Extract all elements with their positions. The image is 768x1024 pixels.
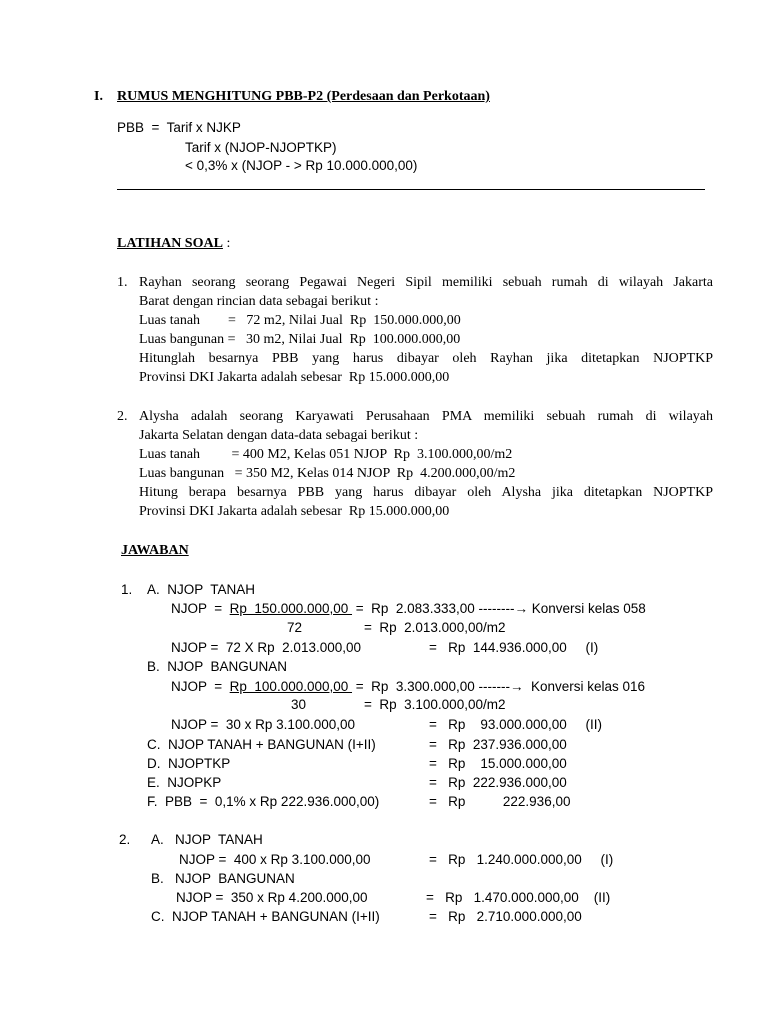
horizontal-rule xyxy=(117,189,705,190)
latihan-heading xyxy=(117,236,230,252)
fraction-numerator: Rp 100.000.000,00 xyxy=(229,679,353,694)
jawaban-2-b-label: B. NJOP BANGUNAN xyxy=(151,871,295,886)
njop-prefix: NJOP = xyxy=(171,679,230,694)
soal-1-luas-bangunan: Luas bangunan = 30 m2, Nilai Jual Rp 100.000.000,00 xyxy=(139,332,461,347)
jawaban-2-a-label: A. NJOP TANAH xyxy=(151,832,263,847)
konversi-kelas: Konversi kelas 016 xyxy=(523,679,646,694)
jawaban-1-b-rate: = Rp 3.100.000,00/m2 xyxy=(364,697,506,712)
latihan-colon: : xyxy=(222,236,231,251)
jawaban-1-a-total: = Rp 144.936.000,00 (I) xyxy=(429,640,599,655)
jawaban-1-b-total: = Rp 93.000.000,00 (II) xyxy=(429,717,602,732)
jawaban-2-c-label: C. NJOP TANAH + BANGUNAN (I+II) xyxy=(151,909,380,924)
soal-2-number: 2. xyxy=(117,409,128,424)
arrow-right-icon: → xyxy=(514,601,528,616)
jawaban-1-b-label: B. NJOP BANGUNAN xyxy=(147,659,288,674)
soal-1-luas-tanah: Luas tanah = 72 m2, Nilai Jual Rp 150.000.000,00 xyxy=(139,313,461,328)
jawaban-1-d-label: D. NJOPTKP xyxy=(147,756,231,771)
formula-line-2: Tarif x (NJOP-NJOPTKP) xyxy=(185,140,337,155)
jawaban-1-c-value: = Rp 237.936.000,00 xyxy=(429,737,567,752)
jawaban-1-number: 1. xyxy=(121,582,133,597)
jawaban-1-a-label: A. NJOP TANAH xyxy=(147,582,256,597)
njop-prefix: NJOP = xyxy=(171,601,230,616)
jawaban-2-a-calc: NJOP = 400 x Rp 3.100.000,00 xyxy=(179,852,371,867)
latihan-title: LATIHAN SOAL xyxy=(117,236,223,251)
jawaban-2-number: 2. xyxy=(119,832,131,847)
section-number: I. xyxy=(94,89,103,104)
jawaban-1-b-denominator: 30 xyxy=(291,697,307,712)
jawaban-1-b-calc: NJOP = 30 x Rp 3.100.000,00 xyxy=(171,717,355,732)
fraction-result: = Rp 3.300.000,00 ------- xyxy=(352,679,510,694)
soal-1-number: 1. xyxy=(117,275,128,290)
jawaban-1-a-rate: = Rp 2.013.000,00/m2 xyxy=(364,620,506,635)
soal-2-luas-tanah: Luas tanah = 400 M2, Kelas 051 NJOP Rp 3.100.000,00/m2 xyxy=(139,447,513,462)
jawaban-1-e-value: = Rp 222.936.000,00 xyxy=(429,775,567,790)
jawaban-2-c-value: = Rp 2.710.000.000,00 xyxy=(429,909,582,924)
jawaban-1-f-value: = Rp 222.936,00 xyxy=(429,794,571,809)
soal-1-line-1: Rayhan seorang seorang Pegawai Negeri Sipil memiliki sebuah rumah di wilayah Jakarta xyxy=(139,275,713,290)
soal-1-line-5: Hitunglah besarnya PBB yang harus dibayar oleh Rayhan jika ditetapkan NJOPTKP xyxy=(139,351,713,366)
section-title: RUMUS MENGHITUNG PBB-P2 (Perdesaan dan Perkotaan) xyxy=(117,89,490,104)
jawaban-1-d-value: = Rp 15.000.000,00 xyxy=(429,756,567,771)
jawaban-1-a-calc: NJOP = 72 X Rp 2.013.000,00 xyxy=(171,640,362,655)
soal-1-line-2: Barat dengan rincian data sebagai berikut : xyxy=(139,294,379,309)
jawaban-2-a-total: = Rp 1.240.000.000,00 (I) xyxy=(429,852,614,867)
formula-line-3: < 0,3% x (NJOP - > Rp 10.000.000,00) xyxy=(185,158,418,173)
fraction-numerator: Rp 150.000.000,00 xyxy=(229,601,353,616)
soal-2-line-6: Provinsi DKI Jakarta adalah sebesar Rp 15.000.000,00 xyxy=(139,504,450,519)
soal-2-luas-bangunan: Luas bangunan = 350 M2, Kelas 014 NJOP Rp 4.200.000,00/m2 xyxy=(139,466,516,481)
jawaban-2-b-total: = Rp 1.470.000.000,00 (II) xyxy=(426,890,611,905)
arrow-right-icon: → xyxy=(509,679,524,694)
jawaban-title: JAWABAN xyxy=(121,543,189,558)
formula-line-1: PBB = Tarif x NJKP xyxy=(117,120,241,135)
soal-2-line-5: Hitung berapa besarnya PBB yang harus dibayar oleh Alysha jika ditetapkan NJOPTKP xyxy=(139,485,713,500)
jawaban-1-f-label: F. PBB = 0,1% x Rp 222.936.000,00) xyxy=(147,794,380,809)
jawaban-1-b-njop-line xyxy=(171,679,645,695)
soal-1-line-6: Provinsi DKI Jakarta adalah sebesar Rp 15.000.000,00 xyxy=(139,370,450,385)
soal-2-line-1: Alysha adalah seorang Karyawati Perusahaan PMA memiliki sebuah rumah di wilayah xyxy=(139,409,713,424)
konversi-kelas: Konversi kelas 058 xyxy=(527,601,646,616)
jawaban-2-b-calc: NJOP = 350 x Rp 4.200.000,00 xyxy=(176,890,368,905)
fraction-result: = Rp 2.083.333,00 -------- xyxy=(352,601,515,616)
jawaban-1-c-label: C. NJOP TANAH + BANGUNAN (I+II) xyxy=(147,737,376,752)
jawaban-1-a-njop-line xyxy=(171,601,646,617)
jawaban-1-a-denominator: 72 xyxy=(287,620,303,635)
soal-2-line-2: Jakarta Selatan dengan data-data sebagai berikut : xyxy=(139,428,419,443)
jawaban-1-e-label: E. NJOPKP xyxy=(147,775,222,790)
